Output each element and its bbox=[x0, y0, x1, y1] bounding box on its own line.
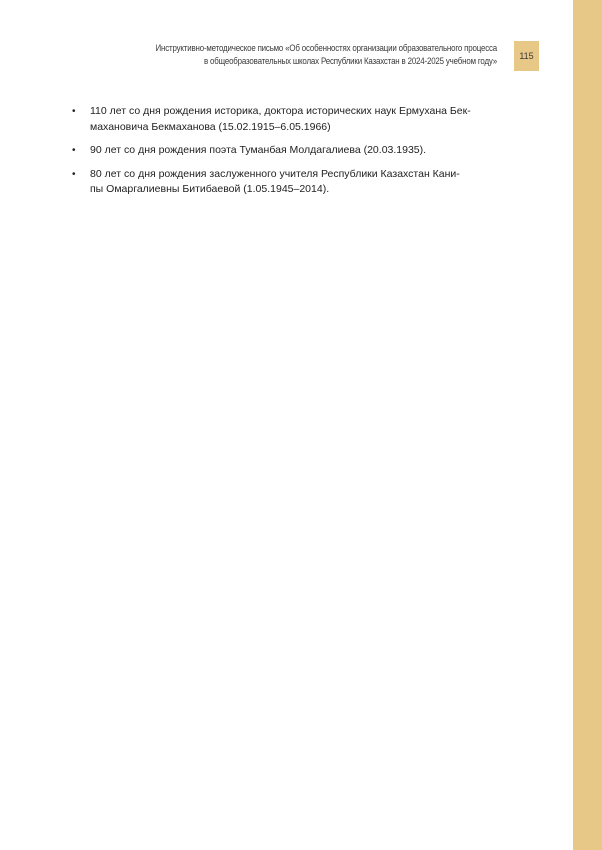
bullet-icon: • bbox=[72, 168, 76, 180]
header-line-2: в общеобразовательных школах Республики Казахстан в 2024-2025 учебном году» bbox=[203, 56, 497, 66]
bullet-icon: • bbox=[72, 106, 76, 117]
list-item bbox=[72, 167, 542, 198]
bullet-icon: • bbox=[72, 145, 76, 156]
list-item-line: 80 лет со дня рождения заслуженного учителя Республики Казахстан Кани- bbox=[90, 167, 460, 180]
list-item-line: 90 лет со дня рождения поэта Туманбая Молдагалиева (20.03.1935). bbox=[90, 144, 427, 156]
page-content bbox=[72, 104, 542, 206]
header-line-1: Инструктивно-методическое письмо «Об особенностях организации образовательного процесса bbox=[155, 43, 497, 53]
running-header bbox=[145, 42, 497, 68]
page-number-badge bbox=[514, 41, 539, 71]
anniversary-list bbox=[72, 104, 542, 198]
list-item bbox=[72, 143, 542, 159]
list-item-line: 110 лет со дня рождения историка, доктора исторических наук Ермухана Бек- bbox=[90, 105, 471, 117]
list-item-line: пы Омаргалиевны Битибаевой (1.05.1945–2014). bbox=[90, 183, 330, 195]
list-item bbox=[72, 104, 542, 135]
side-accent-band bbox=[573, 0, 602, 850]
list-item-line: махановича Бекмаханова (15.02.1915–6.05.1966) bbox=[90, 120, 331, 133]
page-number: 115 bbox=[519, 51, 534, 61]
